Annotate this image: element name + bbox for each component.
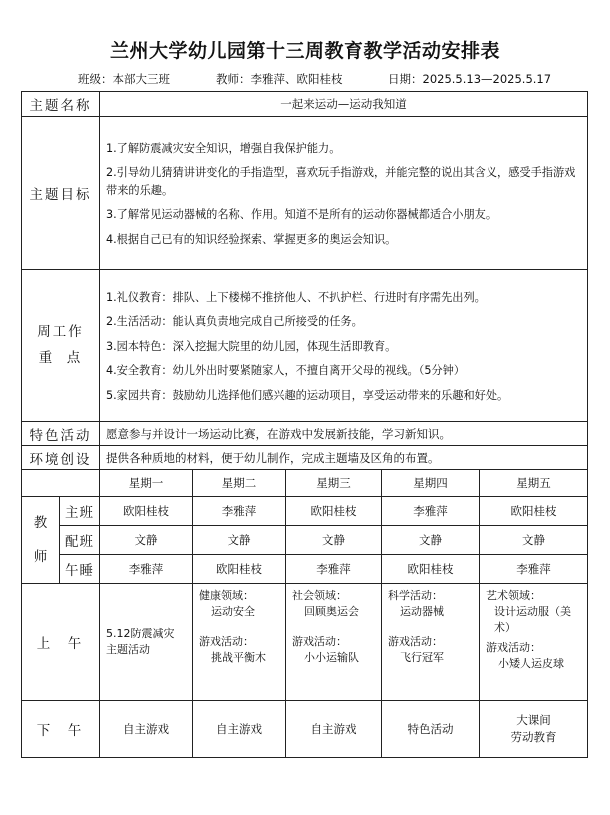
focus-item: 2.生活活动：能认真负责地完成自己所接受的任务。 <box>106 315 363 329</box>
teacher-cell: 欧阳桂枝 <box>480 497 588 526</box>
goal-item: 1.了解防震减灾安全知识，增强自我保护能力。 <box>106 142 341 156</box>
teachers-label-a: 教 <box>33 514 48 531</box>
morning-tue <box>193 584 286 701</box>
goal-item: 3.了解常见运动器械的名称、作用。知道不是所有的运动你器械都适合小朋友。 <box>106 208 498 222</box>
domain-label: 科学活动： <box>388 589 443 602</box>
domain-label: 艺术领域： <box>486 589 541 602</box>
morning-wed <box>286 584 382 701</box>
day-header: 星期三 <box>286 470 382 497</box>
teachers-label-b: 师 <box>33 549 48 565</box>
game-label: 游戏活动： <box>388 634 443 648</box>
game-text: 挑战平衡木 <box>211 650 266 664</box>
focus-label-top: 周工作 <box>37 323 84 340</box>
goals-label: 主题目标 <box>22 117 100 270</box>
activity-text: 设计运动服（美术） <box>494 604 571 634</box>
day-header: 星期四 <box>382 470 480 497</box>
focus-label <box>22 270 100 422</box>
focus-label-bottom: 重 点 <box>38 349 83 366</box>
game-text: 飞行冠军 <box>400 650 444 664</box>
environment-row <box>22 446 588 470</box>
teacher-cell: 文静 <box>480 526 588 555</box>
assistant-teacher-row <box>22 526 588 555</box>
teachers-label <box>22 497 60 584</box>
environment-value: 提供各种质地的材料，便于幼儿制作，完成主题墙及区角的布置。 <box>100 446 588 470</box>
game-label: 游戏活动： <box>292 634 347 648</box>
activity-text: 运动安全 <box>211 604 255 618</box>
theme-value: 一起来运动—运动我知道 <box>100 92 588 117</box>
teacher-cell: 李雅萍 <box>100 555 193 584</box>
morning-row <box>22 584 588 701</box>
activity-text: 主题活动 <box>106 643 150 656</box>
goal-item: 4.根据自己已有的知识经验探索、掌握更多的奥运会知识。 <box>106 232 397 246</box>
day-header: 星期五 <box>480 470 588 497</box>
teacher-cell: 欧阳桂枝 <box>100 497 193 526</box>
special-label: 特色活动 <box>22 422 100 446</box>
row-label: 主班 <box>60 497 100 526</box>
teacher-cell: 李雅萍 <box>193 497 286 526</box>
special-row <box>22 422 588 446</box>
nap-teacher-row <box>22 555 588 584</box>
game-label: 游戏活动： <box>199 634 254 648</box>
teacher-cell: 李雅萍 <box>286 555 382 584</box>
afternoon-text: 大课间 <box>516 712 551 727</box>
page-title: 兰州大学幼儿园第十三周教育教学活动安排表 <box>109 40 500 62</box>
goals-row <box>22 117 588 270</box>
corner-cell <box>22 470 100 497</box>
game-label: 游戏活动： <box>486 640 541 654</box>
teacher-cell: 欧阳桂枝 <box>286 497 382 526</box>
teacher-cell: 欧阳桂枝 <box>193 555 286 584</box>
row-label: 午睡 <box>60 555 100 584</box>
afternoon-cell: 自主游戏 <box>286 701 382 758</box>
game-text: 小矮人运皮球 <box>498 656 564 670</box>
teacher-cell: 文静 <box>286 526 382 555</box>
goal-item: 2.引导幼儿猜猜讲讲变化的手指造型，喜欢玩手指游戏，并能完整的说出其含义，感受手指游戏带来的乐趣。 <box>106 166 576 197</box>
schedule-table <box>21 91 588 758</box>
focus-item: 3.园本特色：深入挖掘大院里的幼儿园，体现生活即教育。 <box>106 339 397 353</box>
morning-mon <box>100 584 193 701</box>
focus-item: 5.家园共育：鼓励幼儿选择他们感兴趣的运动项目，享受运动带来的乐趣和好处。 <box>106 388 509 402</box>
days-header-row <box>22 470 588 497</box>
class-info: 班级：本部大三班 <box>78 72 170 86</box>
day-header: 星期二 <box>193 470 286 497</box>
row-label: 配班 <box>60 526 100 555</box>
morning-thu <box>382 584 480 701</box>
special-value: 愿意参与并设计一场运动比赛，在游戏中发展新技能，学习新知识。 <box>100 422 588 446</box>
main-teacher-row <box>22 497 588 526</box>
focus-item: 1.礼仪教育：排队、上下楼梯不推挤他人、不扒护栏、行进时有序需先出列。 <box>106 291 486 305</box>
afternoon-cell: 自主游戏 <box>193 701 286 758</box>
game-text: 小小运输队 <box>304 650 359 664</box>
focus-list <box>100 270 588 422</box>
teacher-cell: 文静 <box>382 526 480 555</box>
domain-label: 社会领域： <box>292 589 347 602</box>
teacher-cell: 欧阳桂枝 <box>382 555 480 584</box>
afternoon-label: 下 午 <box>22 701 100 758</box>
afternoon-row <box>22 701 588 758</box>
date-info: 日期：2025.5.13—2025.5.17 <box>388 72 552 86</box>
environment-label: 环境创设 <box>22 446 100 470</box>
focus-item: 4.安全教育：幼儿外出时要紧随家人，不擅自离开父母的视线。（5分钟） <box>106 364 466 378</box>
domain-label: 健康领域： <box>199 589 254 602</box>
teachers-info: 教师：李雅萍、欧阳桂枝 <box>216 72 343 86</box>
afternoon-fri <box>480 701 588 758</box>
afternoon-cell: 自主游戏 <box>100 701 193 758</box>
activity-text: 运动器械 <box>400 604 444 618</box>
morning-fri <box>480 584 588 701</box>
activity-text: 5.12防震减灾 <box>106 627 175 641</box>
theme-label: 主题名称 <box>22 92 100 117</box>
teacher-cell: 文静 <box>100 526 193 555</box>
afternoon-text: 劳动教育 <box>510 730 557 744</box>
afternoon-cell: 特色活动 <box>382 701 480 758</box>
teacher-cell: 李雅萍 <box>382 497 480 526</box>
goals-list <box>100 117 588 270</box>
theme-row <box>22 92 588 117</box>
day-header: 星期一 <box>100 470 193 497</box>
focus-row <box>22 270 588 422</box>
morning-label: 上 午 <box>22 584 100 701</box>
teacher-cell: 文静 <box>193 526 286 555</box>
activity-text: 回顾奥运会 <box>304 604 359 618</box>
teacher-cell: 李雅萍 <box>480 555 588 584</box>
